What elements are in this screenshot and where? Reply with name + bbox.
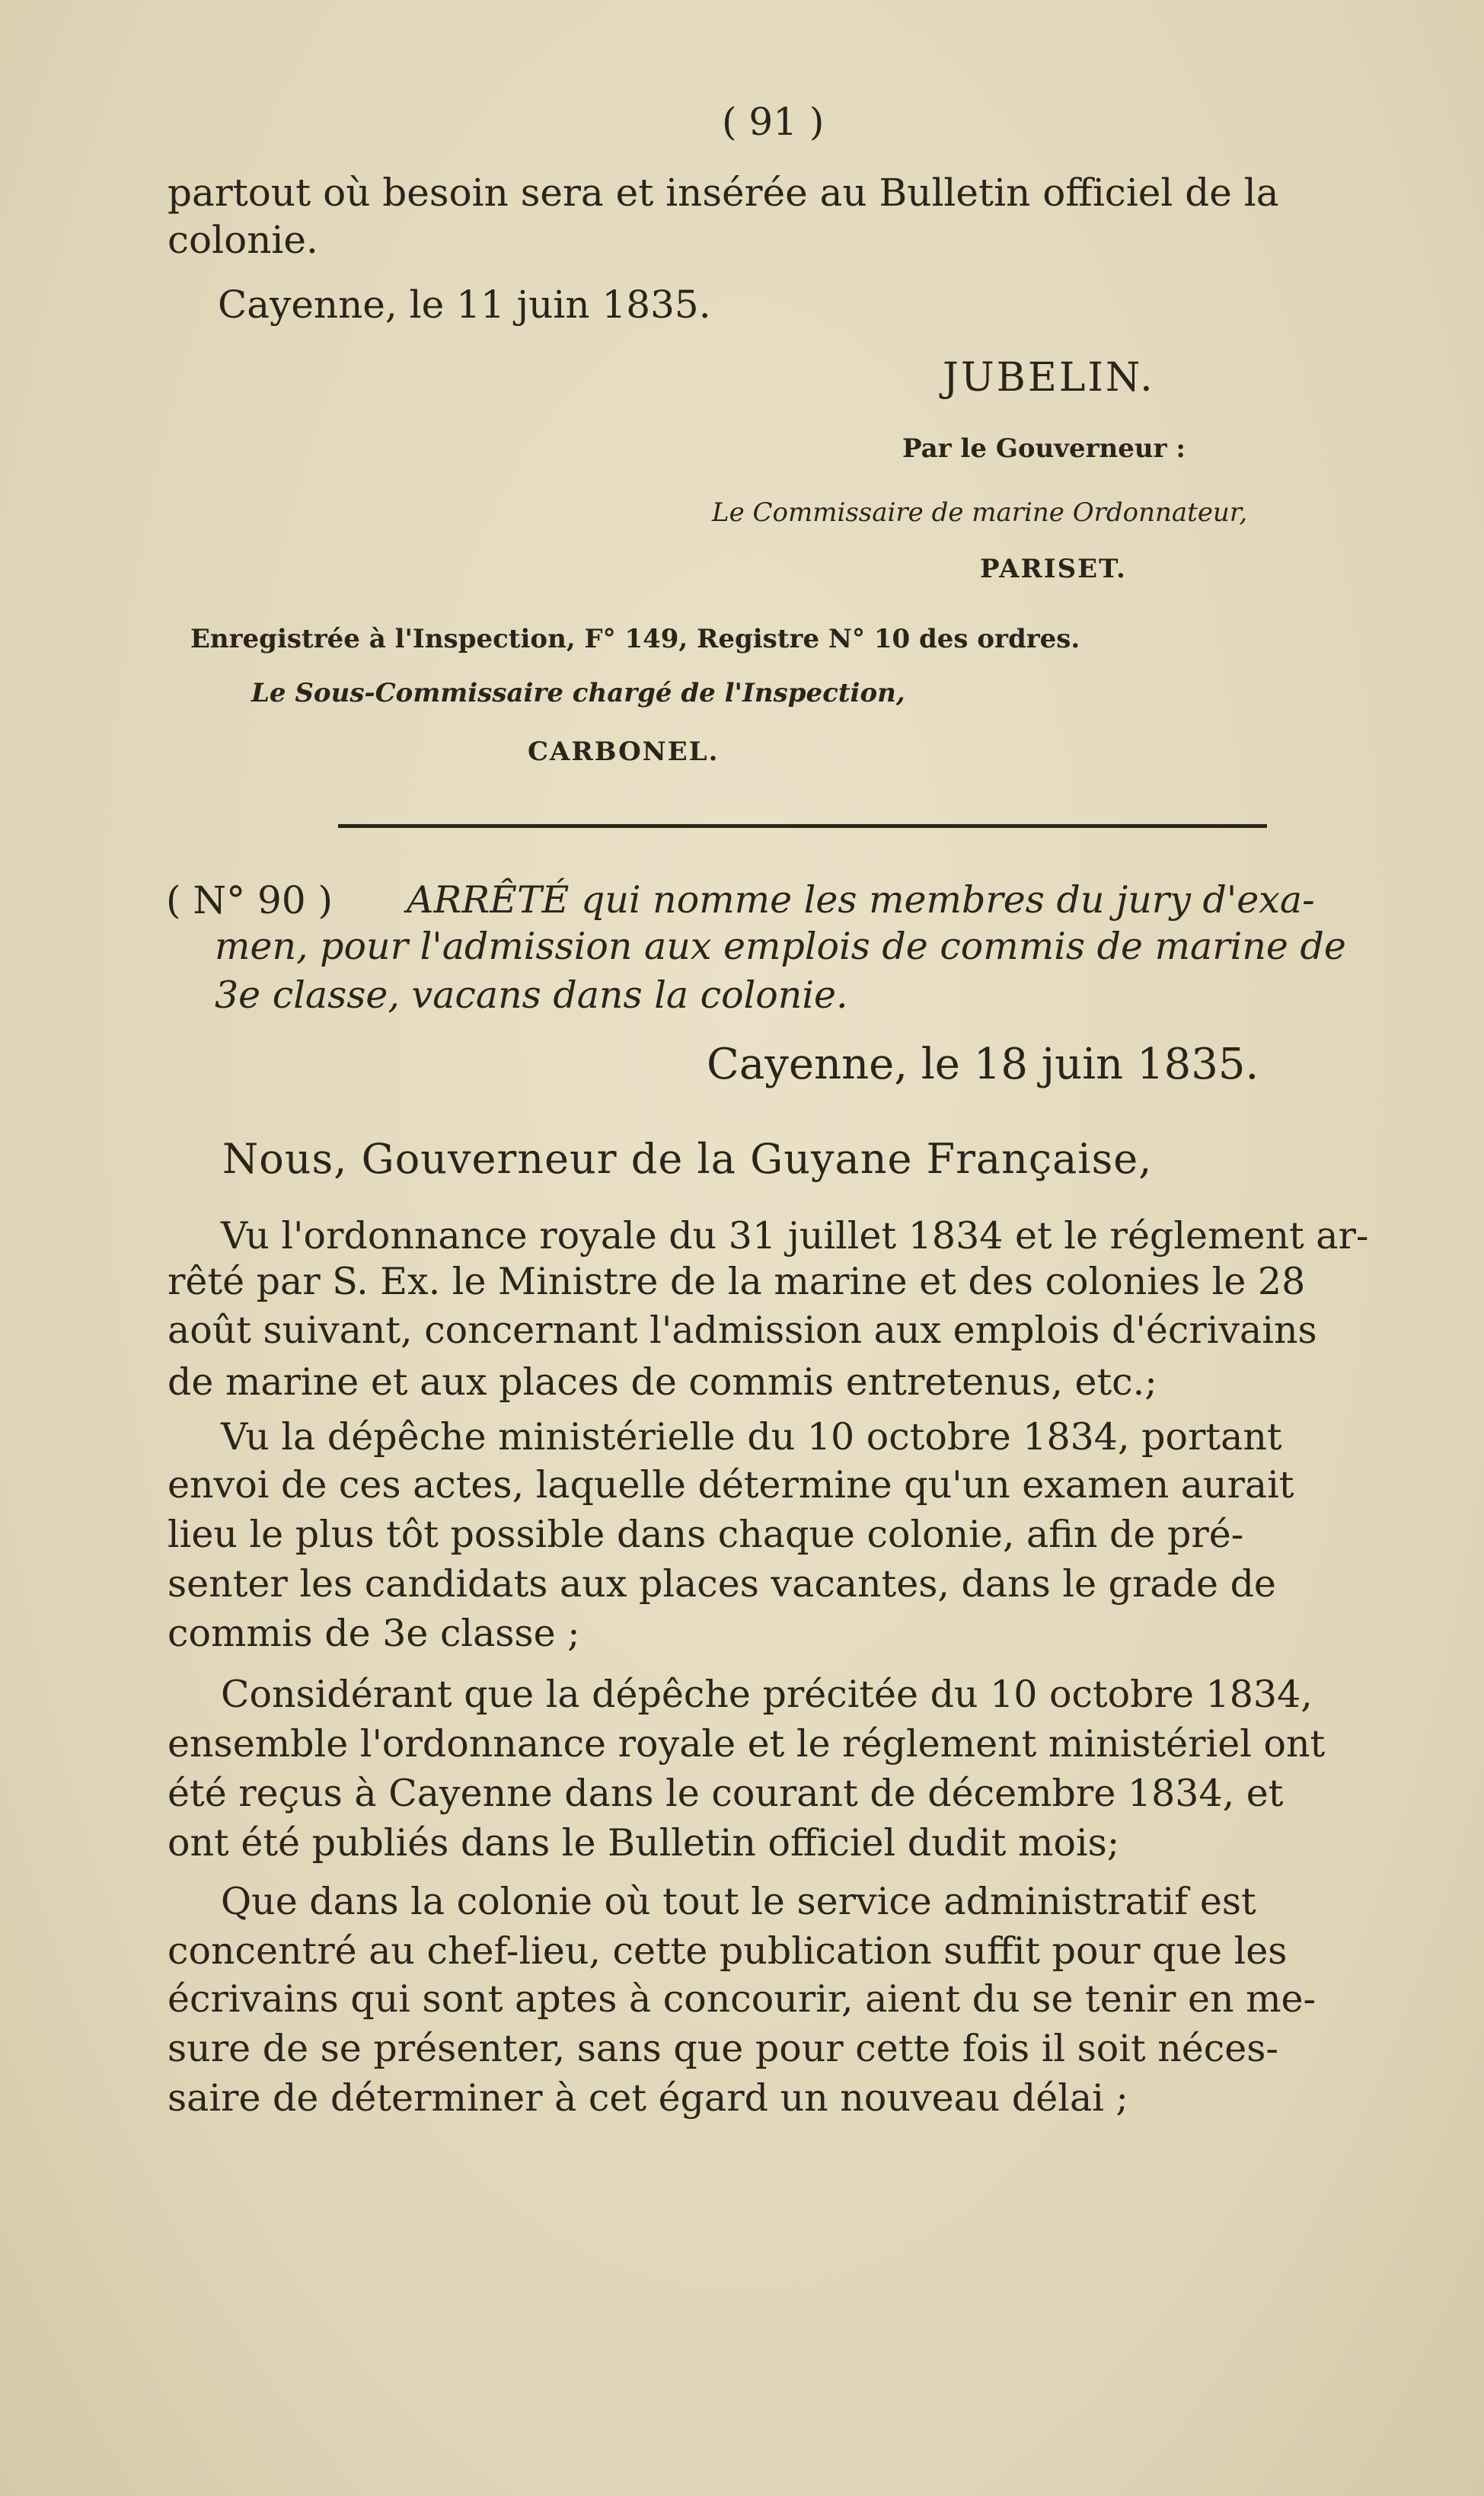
paragraph-line: rêté par S. Ex. le Ministre de la marine et des colonies le 28 [168, 1260, 1306, 1303]
commissaire-name: PARISET. [980, 554, 1127, 584]
section-divider [338, 824, 1267, 828]
page-number: ( 91 ) [722, 100, 825, 144]
sous-commissaire-name: CARBONEL. [528, 737, 720, 767]
paragraph-line: senter les candidats aux places vacantes, dans le grade de [168, 1562, 1276, 1606]
paragraph-line: sure de se présenter, sans que pour cette fois il soit néces- [168, 2027, 1278, 2070]
paragraph-line: ont été publiés dans le Bulletin officiel dudit mois; [168, 1821, 1120, 1865]
paragraph-line: Vu l'ordonnance royale du 31 juillet 1834 et le réglement ar- [221, 1214, 1369, 1258]
paragraph-line: de marine et aux places de commis entretenus, etc.; [168, 1360, 1157, 1404]
text-line: colonie. [168, 218, 318, 262]
paragraph-line: Considérant que la dépêche précitée du 10 octobre 1834, [221, 1673, 1313, 1716]
paragraph-line: commis de 3e classe ; [168, 1612, 580, 1655]
decree-preamble: Nous, Gouverneur de la Guyane Française, [222, 1135, 1153, 1183]
paragraph-line: saire de déterminer à cet égard un nouveau délai ; [168, 2076, 1128, 2120]
commissaire-title: Le Commissaire de marine Ordonnateur, [712, 497, 1248, 528]
paragraph-line: août suivant, concernant l'admission aux emplois d'écrivains [168, 1309, 1317, 1352]
paragraph-line: été reçus à Cayenne dans le courant de décembre 1834, et [168, 1772, 1284, 1815]
decree-title-line: ARRÊTÉ qui nomme les membres du jury d'exa- [407, 878, 1315, 922]
text-line: partout où besoin sera et insérée au Bulletin officiel de la [168, 171, 1279, 215]
paragraph-line: concentré au chef-lieu, cette publication suffit pour que les [168, 1929, 1288, 1973]
decree-place-date: Cayenne, le 18 juin 1835. [707, 1040, 1259, 1089]
paragraph-line: Vu la dépêche ministérielle du 10 octobre 1834, portant [221, 1415, 1282, 1459]
signature-jubelin: JUBELIN. [943, 355, 1155, 401]
decree-number: ( N° 90 ) [166, 878, 334, 922]
paragraph-line: Que dans la colonie où tout le service administratif est [221, 1880, 1256, 1923]
decree-title-line: 3e classe, vacans dans la colonie. [215, 973, 848, 1017]
paragraph-line: écrivains qui sont aptes à concourir, aient du se tenir en me- [168, 1977, 1316, 2021]
decree-title-line: men, pour l'admission aux emplois de commis de marine de [215, 925, 1346, 968]
paragraph-line: lieu le plus tôt possible dans chaque colonie, afin de pré- [168, 1513, 1244, 1556]
par-le-gouverneur: Par le Gouverneur : [902, 433, 1186, 464]
paragraph-line: ensemble l'ordonnance royale et le réglement ministériel ont [168, 1722, 1326, 1766]
place-date: Cayenne, le 11 juin 1835. [218, 283, 711, 327]
sous-commissaire-title: Le Sous-Commissaire chargé de l'Inspection, [251, 678, 905, 708]
paragraph-line: envoi de ces actes, laquelle détermine qu'un examen aurait [168, 1463, 1294, 1507]
registration-note: Enregistrée à l'Inspection, F° 149, Registre N° 10 des ordres. [190, 624, 1080, 654]
